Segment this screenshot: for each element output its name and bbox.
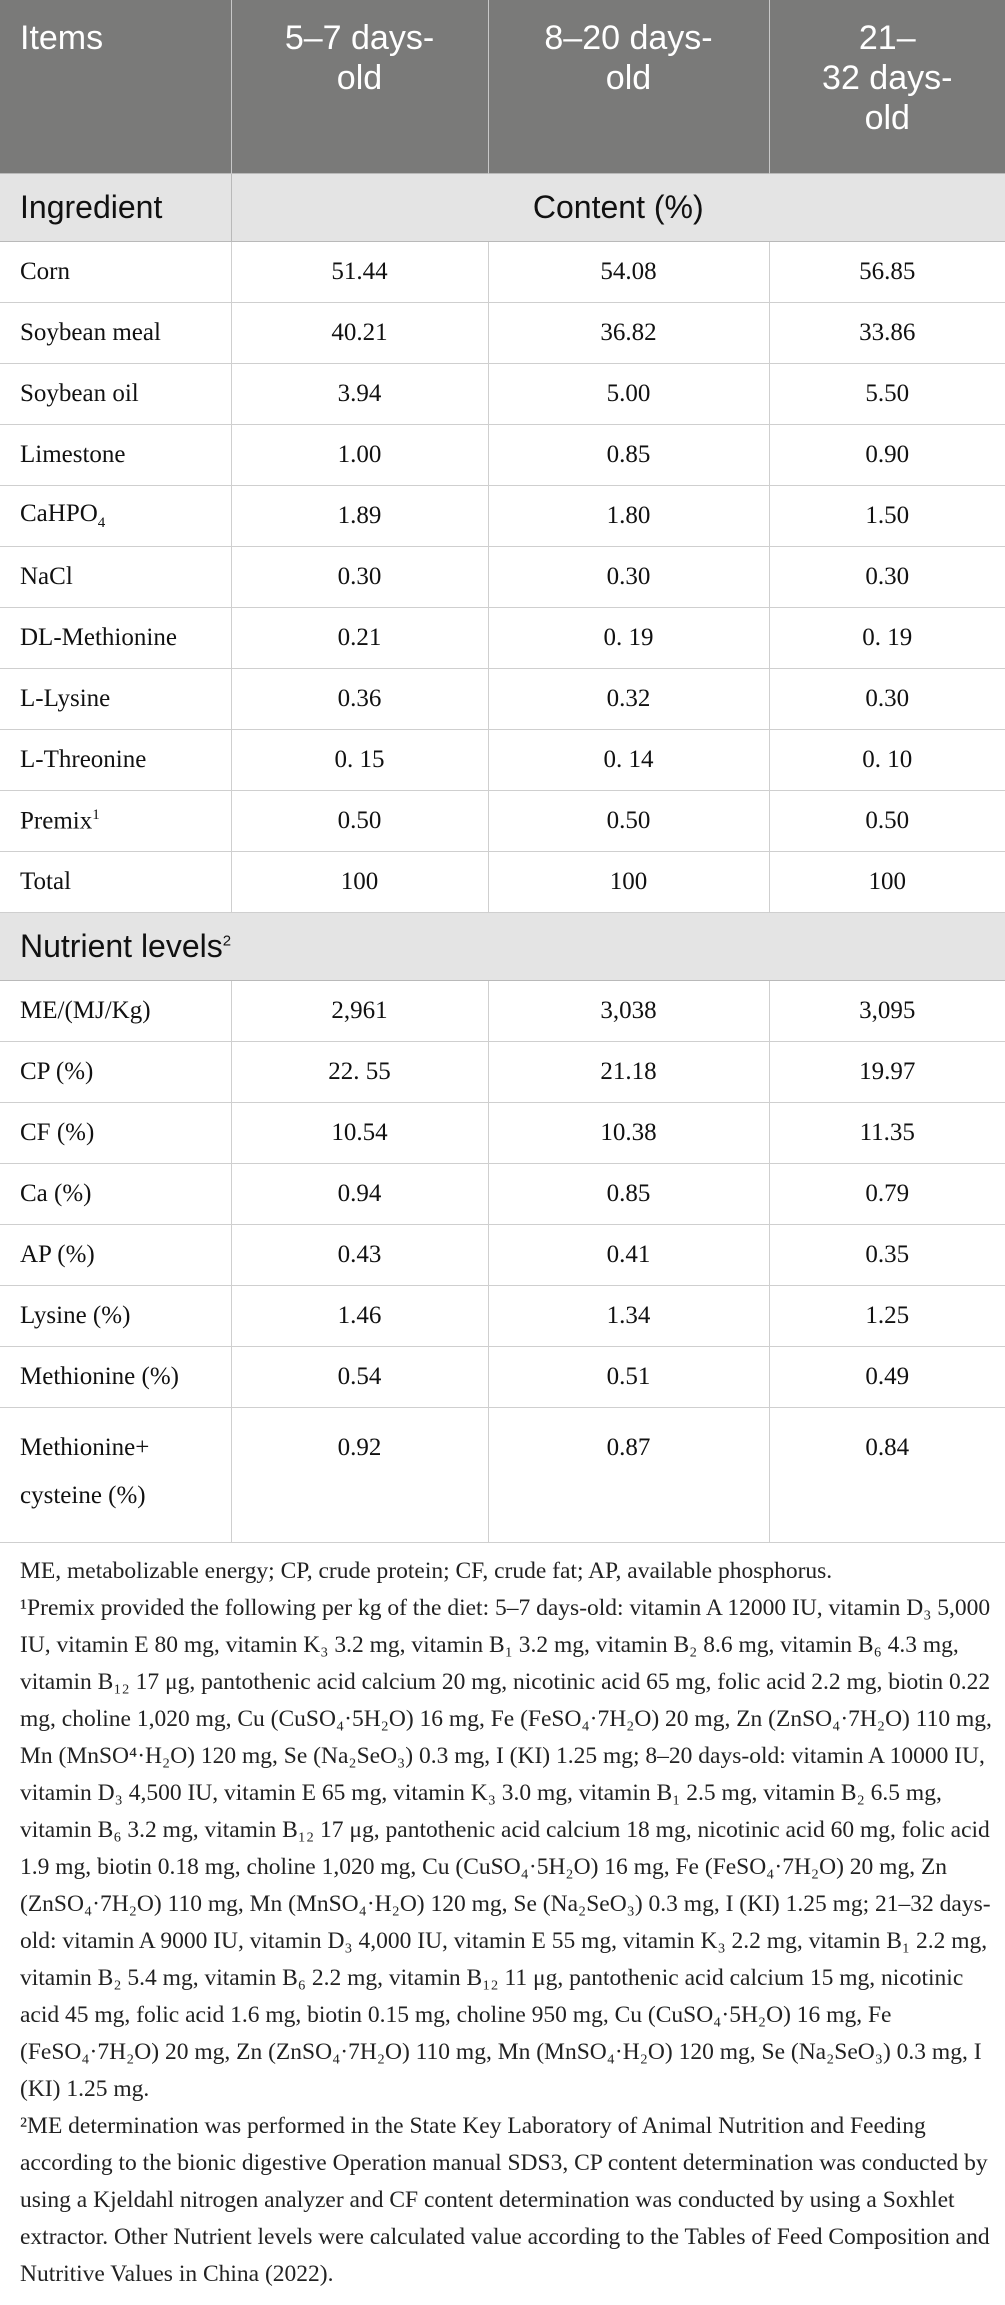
- cell-value: 1.00: [231, 425, 488, 486]
- header-21-32-line-2: 32 days-: [822, 59, 953, 97]
- section-content-label: Content (%): [231, 174, 1005, 242]
- table-row: [0, 1408, 1005, 1543]
- header-5-7-days: [231, 0, 488, 174]
- cell-value: 0.85: [488, 425, 769, 486]
- row-label-text: AP (%): [20, 1241, 95, 1268]
- cell-value: 0.50: [231, 791, 488, 852]
- row-label-text: Premix: [20, 807, 93, 835]
- header-21-32-days: [769, 0, 1005, 174]
- table-row: [0, 425, 1005, 486]
- row-label-text: CaHPO: [20, 500, 98, 527]
- row-label-text: Lysine (%): [20, 1302, 131, 1329]
- cell-value: 0.32: [488, 669, 769, 730]
- row-label: [0, 547, 231, 608]
- table-row: [0, 1225, 1005, 1286]
- cell-value: 33.86: [769, 303, 1005, 364]
- cell-value: 0.54: [231, 1347, 488, 1408]
- table-row: [0, 1164, 1005, 1225]
- cell-value: 0.90: [769, 425, 1005, 486]
- table-row: [0, 242, 1005, 303]
- table-row: [0, 669, 1005, 730]
- row-label-subscript: 4: [97, 515, 106, 531]
- row-label-text: Methionine (%): [20, 1363, 179, 1390]
- row-label-text: Ca (%): [20, 1180, 92, 1207]
- row-label-text: CP (%): [20, 1058, 94, 1085]
- section-ingredient-row: [0, 174, 1005, 242]
- cell-value: 0.21: [231, 608, 488, 669]
- cell-value: 5.50: [769, 364, 1005, 425]
- cell-value: 10.54: [231, 1103, 488, 1164]
- row-label: [0, 981, 231, 1042]
- cell-value: 19.97: [769, 1042, 1005, 1103]
- row-label-text: Limestone: [20, 441, 126, 468]
- row-label-text: NaCl: [20, 563, 73, 590]
- header-5-7-line-1: 5–7 days-: [284, 19, 435, 57]
- cell-value: 0.50: [488, 791, 769, 852]
- row-label-text: CF (%): [20, 1119, 95, 1146]
- cell-value: 2,961: [231, 981, 488, 1042]
- row-label-line: Methionine+: [20, 1434, 150, 1461]
- row-label-superscript: 1: [92, 806, 100, 823]
- row-label: [0, 364, 231, 425]
- header-8-20-line-2: old: [605, 59, 652, 97]
- row-label-text: L-Lysine: [20, 685, 111, 712]
- header-21-32-line-3: old: [864, 99, 910, 137]
- section-ingredient-label: Ingredient: [0, 174, 231, 242]
- row-label-text: ME/(MJ/Kg): [20, 997, 151, 1024]
- row-label: [0, 669, 231, 730]
- cell-value: 0.79: [769, 1164, 1005, 1225]
- cell-value: 0.84: [769, 1408, 1005, 1543]
- table-row: [0, 547, 1005, 608]
- cell-value: 0.92: [231, 1408, 488, 1543]
- cell-value: 0.30: [231, 547, 488, 608]
- row-label: [0, 1408, 231, 1543]
- section-nutrient-text: Nutrient levels: [20, 928, 223, 964]
- cell-value: 1.89: [231, 486, 488, 547]
- cell-value: 1.46: [231, 1286, 488, 1347]
- row-label: [0, 852, 231, 913]
- header-items: Items: [0, 0, 231, 174]
- header-5-7-line-2: old: [336, 59, 383, 97]
- footnote-1-premix: ¹Premix provided the following per kg of the diet: 5–7 days-old: vitamin A 12000 IU, vitamin D₃ 5,000 IU, vitamin E 80 mg, vitamin K₃ 3.2 mg, vitamin B₁ 3.2 mg, vitamin B₂ 8.6 mg, vitamin B₆ 4.3 mg, vitamin B₁₂ 17 μg, pantothenic acid calcium 20 mg, nicotinic acid 65 mg, folic acid 2.2 mg, biotin 0.22 mg, choline 1,020 mg, Cu (CuSO₄·5H₂O) 16 mg, Fe (FeSO₄·7H₂O) 20 mg, Zn (ZnSO₄·7H₂O) 110 mg, Mn (MnSO⁴·H₂O) 120 mg, Se (Na₂SeO₃) 0.3 mg, I (KI) 1.25 mg; 8–20 days-old: vitamin A 10000 IU, vitamin D₃ 4,500 IU, vitamin E 65 mg, vitamin K₃ 3.0 mg, vitamin B₁ 2.5 mg, vitamin B₂ 6.5 mg, vitamin B₆ 3.2 mg, vitamin B₁₂ 17 μg, pantothenic acid calcium 18 mg, nicotinic acid 60 mg, folic acid 1.9 mg, biotin 0.18 mg, choline 1,020 mg, Cu (CuSO₄·5H₂O) 16 mg, Fe (FeSO₄·7H₂O) 20 mg, Zn (ZnSO₄·7H₂O) 110 mg, Mn (MnSO₄·H₂O) 120 mg, Se (Na₂SeO₃) 0.3 mg, I (KI) 1.25 mg; 21–32 days-old: vitamin A 9000 IU, vitamin D₃ 4,000 IU, vitamin E 55 mg, vitamin K₃ 2.2 mg, vitamin B₁ 2.2 mg, vitamin B₂ 5.4 mg, vitamin B₆ 2.2 mg, vitamin B₁₂ 11 μg, pantothenic acid calcium 15 mg, nicotinic acid 45 mg, folic acid 1.6 mg, biotin 0.15 mg, choline 950 mg, Cu (CuSO₄·5H₂O) 16 mg, Fe (FeSO₄·7H₂O) 20 mg, Zn (ZnSO₄·7H₂O) 110 mg, Mn (MnSO₄·H₂O) 120 mg, Se (Na₂SeO₃) 0.3 mg, I (KI) 1.25 mg.: [20, 1595, 992, 2102]
- row-label: [0, 1164, 231, 1225]
- row-label-line: cysteine (%): [20, 1482, 146, 1509]
- row-label-text: Total: [20, 868, 72, 895]
- row-label: [0, 730, 231, 791]
- table-row: [0, 730, 1005, 791]
- cell-value: 5.00: [488, 364, 769, 425]
- cell-value: 3.94: [231, 364, 488, 425]
- table-row: [0, 1286, 1005, 1347]
- row-label-text: Soybean oil: [20, 380, 139, 407]
- section-nutrient-superscript: 2: [222, 932, 232, 950]
- cell-value: 11.35: [769, 1103, 1005, 1164]
- cell-value: 0.49: [769, 1347, 1005, 1408]
- table-row: [0, 1103, 1005, 1164]
- table-header-row: [0, 0, 1005, 174]
- cell-value: 40.21: [231, 303, 488, 364]
- cell-value: 1.50: [769, 486, 1005, 547]
- section-nutrient-label: [0, 913, 1005, 981]
- row-label: [0, 1042, 231, 1103]
- table-row: [0, 608, 1005, 669]
- cell-value: 0.85: [488, 1164, 769, 1225]
- cell-value: 0. 19: [769, 608, 1005, 669]
- header-8-20-days: [488, 0, 769, 174]
- row-label-text: DL-Methionine: [20, 624, 177, 651]
- cell-value: 3,038: [488, 981, 769, 1042]
- cell-value: 0. 14: [488, 730, 769, 791]
- cell-value: 0.51: [488, 1347, 769, 1408]
- cell-value: 0.87: [488, 1408, 769, 1543]
- row-label: [0, 608, 231, 669]
- cell-value: 0.30: [769, 547, 1005, 608]
- cell-value: 36.82: [488, 303, 769, 364]
- cell-value: 1.80: [488, 486, 769, 547]
- cell-value: 54.08: [488, 242, 769, 303]
- cell-value: 0.94: [231, 1164, 488, 1225]
- header-8-20-line-1: 8–20 days-: [544, 19, 713, 57]
- footnote-abbreviations: ME, metabolizable energy; CP, crude protein; CF, crude fat; AP, available phosphorus.: [20, 1558, 833, 1584]
- cell-value: 22. 55: [231, 1042, 488, 1103]
- table-row: [0, 1347, 1005, 1408]
- row-label-text: L-Threonine: [20, 746, 147, 773]
- table-row: [0, 981, 1005, 1042]
- cell-value: 0. 10: [769, 730, 1005, 791]
- row-label: [0, 1347, 231, 1408]
- cell-value: 3,095: [769, 981, 1005, 1042]
- table-row: [0, 791, 1005, 852]
- cell-value: 0.35: [769, 1225, 1005, 1286]
- row-label: [0, 1225, 231, 1286]
- row-label: [0, 486, 231, 547]
- cell-value: 0.36: [231, 669, 488, 730]
- table-row: [0, 303, 1005, 364]
- cell-value: 51.44: [231, 242, 488, 303]
- table-row: [0, 486, 1005, 547]
- cell-value: 0.30: [488, 547, 769, 608]
- cell-value: 100: [231, 852, 488, 913]
- cell-value: 10.38: [488, 1103, 769, 1164]
- cell-value: 0. 19: [488, 608, 769, 669]
- row-label: [0, 1286, 231, 1347]
- row-label: [0, 791, 231, 852]
- cell-value: 0. 15: [231, 730, 488, 791]
- row-label: [0, 425, 231, 486]
- cell-value: 0.50: [769, 791, 1005, 852]
- row-label: [0, 1103, 231, 1164]
- cell-value: 1.25: [769, 1286, 1005, 1347]
- row-label: [0, 303, 231, 364]
- cell-value: 21.18: [488, 1042, 769, 1103]
- table-row: [0, 364, 1005, 425]
- table-row: [0, 1042, 1005, 1103]
- footnote-2-methods: ²ME determination was performed in the State Key Laboratory of Animal Nutrition and Feeding according to the bionic digestive Operation manual SDS3, CP content determination was conducted by using a Kjeldahl nitrogen analyzer and CF content determination was conducted by using a Soxhlet extractor. Other Nutrient levels were calculated value according to the Tables of Feed Composition and Nutritive Values in China (2022).: [20, 2113, 990, 2287]
- cell-value: 0.30: [769, 669, 1005, 730]
- table-footnotes: [0, 1543, 1005, 2293]
- cell-value: 1.34: [488, 1286, 769, 1347]
- table-row: [0, 852, 1005, 913]
- cell-value: 100: [488, 852, 769, 913]
- section-nutrient-row: [0, 913, 1005, 981]
- cell-value: 0.41: [488, 1225, 769, 1286]
- header-21-32-line-1: 21–: [858, 19, 916, 57]
- row-label-text: Corn: [20, 258, 70, 285]
- cell-value: 56.85: [769, 242, 1005, 303]
- cell-value: 0.43: [231, 1225, 488, 1286]
- row-label: [0, 242, 231, 303]
- cell-value: 100: [769, 852, 1005, 913]
- row-label-text: Soybean meal: [20, 319, 161, 346]
